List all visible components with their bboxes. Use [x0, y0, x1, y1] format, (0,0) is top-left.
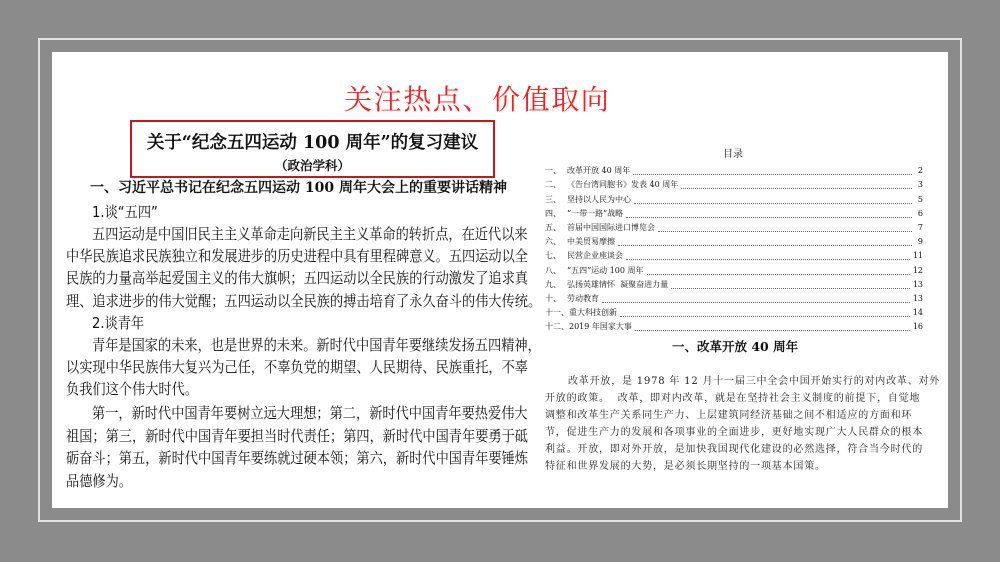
toc-entry [545, 163, 923, 177]
toc-dot-leader [634, 202, 912, 204]
toc-entry [545, 305, 923, 319]
paragraph-line: 以实现中华民族伟大复兴为己任，不辜负党的期望、人民期待、民族重托，不辜 [66, 358, 529, 376]
toc-entry-title: 民营企业座谈会 [567, 251, 623, 261]
paragraph-line: 青年是国家的未来，也是世界的未来。新时代中国青年要继续发扬五四精神， [92, 336, 541, 354]
toc-entry-title: 弘扬英雄情怀 凝聚奋进力量 [567, 279, 669, 289]
toc-dot-leader [671, 287, 910, 289]
section-heading: 一、习近平总书记在纪念五四运动 100 周年大会上的重要讲话精神 [90, 180, 507, 196]
toc-entry-page: 9 [917, 237, 923, 247]
paragraph-line: 中华民族追求民族独立和发展进步的历史进程中具有里程碑意义。五四运动以全 [66, 247, 529, 265]
toc-entry [545, 277, 923, 291]
toc-entry-title: 劳动教育 [567, 293, 599, 303]
toc-entry-page: 14 [912, 308, 923, 318]
document-title-box [130, 120, 495, 178]
toc-entry-page: 11 [912, 251, 923, 261]
paragraph-line: 五四运动是中国旧民主主义革命走向新民主主义革命的转折点，在近代以来 [92, 225, 528, 243]
toc-title: 目录 [723, 149, 743, 160]
paragraph-line: 负我们这个伟大时代。 [66, 380, 199, 398]
toc-entry [545, 234, 923, 248]
toc-entry-title: 重大科技创新 [569, 308, 617, 318]
paragraph-line: 利益。开放，即对外开放，是加快我国现代化建设的必然选择，符合当今时代的 [545, 444, 923, 455]
toc-entry-number: 十、 [545, 293, 561, 303]
toc-dot-leader [626, 258, 910, 260]
toc-entry-number: 十一、 [545, 308, 569, 318]
toc-entry-page: 5 [917, 194, 923, 204]
toc-dot-leader [633, 173, 912, 175]
paragraph-line: 品德修为。 [66, 472, 133, 490]
toc-entry [545, 191, 923, 205]
toc-entry-number: 六、 [545, 237, 561, 247]
toc-entry-number: 七、 [545, 251, 561, 261]
toc-dot-leader [618, 244, 912, 246]
toc-dot-leader [626, 216, 912, 218]
paragraph-line: 改革开放，是 1978 年 12 月十一届三中全会中国开始实行的对内改革、对外 [568, 376, 941, 387]
toc-entry [545, 319, 923, 333]
paragraph-line: 祖国；第三，新时代中国青年要担当时代责任；第四，新时代中国青年要勇于砥 [66, 427, 529, 445]
toc-dot-leader [658, 230, 912, 232]
slide-title: 关注热点、价值取向 [344, 83, 611, 116]
paragraph-line: 民族的力量高举起爱国主义的伟大旗帜；五四运动以全民族的行动激发了追求真 [66, 269, 529, 287]
paragraph-line: 砺奋斗；第五，新时代中国青年要练就过硬本领；第六，新时代中国青年要锤炼 [66, 449, 529, 467]
toc-dot-leader [647, 273, 910, 275]
toc-entry-title: 中美贸易摩擦 [567, 237, 615, 247]
toc-entry [545, 206, 923, 220]
toc-entry-title: 2019 年国家大事 [569, 322, 632, 332]
document-title: 关于“纪念五四运动 100 周年”的复习建议 [146, 133, 479, 153]
toc-entry-page: 13 [912, 293, 923, 303]
topic-heading: 1.谈“五四” [92, 203, 158, 221]
toc-entry [545, 177, 923, 191]
toc-entry-title: 坚持以人民为中心 [567, 194, 631, 204]
toc-entry-number: 十二、 [545, 322, 569, 332]
toc-entry-page: 13 [912, 279, 923, 289]
paragraph-line: 特征和世界发展的大势，是必须长期坚持的一项基本国策。 [545, 461, 826, 472]
topic-heading: 2.谈青年 [92, 314, 145, 332]
paragraph-line: 调整和改革生产关系同生产力、上层建筑同经济基础之间不相适应的方面和环 [545, 410, 913, 421]
toc-entry-page: 2 [917, 166, 923, 176]
toc-dot-leader [681, 187, 912, 189]
toc-entry-number: 九、 [545, 279, 561, 289]
toc-entry-number: 二、 [545, 180, 561, 190]
toc-entry-title: “一带一路”战略 [567, 208, 624, 218]
toc-entry [545, 248, 923, 262]
paragraph-line: 理、追求进步的伟大觉醒；五四运动以全民族的搏击培育了永久奋斗的伟大传统。 [66, 292, 542, 310]
toc-entry-page: 3 [917, 180, 923, 190]
paragraph-line: 第一，新时代中国青年要树立远大理想；第二，新时代中国青年要热爱伟大 [92, 404, 528, 422]
toc-dot-leader [635, 329, 910, 331]
toc-entry-number: 四、 [545, 208, 561, 218]
table-of-contents [545, 163, 923, 333]
toc-entry [545, 291, 923, 305]
toc-entry-page: 7 [917, 222, 923, 232]
toc-dot-leader [620, 315, 910, 317]
toc-entry-page: 6 [917, 208, 923, 218]
toc-entry-title: 改革开放 40 周年 [567, 166, 631, 176]
document-subtitle: （政治学科） [274, 158, 350, 173]
toc-entry-page: 12 [912, 265, 923, 275]
toc-entry-number: 三、 [545, 194, 561, 204]
toc-dot-leader [602, 301, 910, 303]
toc-entry-page: 16 [912, 322, 923, 332]
toc-entry-title: “五四”运动 100 周年 [567, 265, 644, 275]
toc-entry-number: 一、 [545, 166, 561, 176]
toc-entry-title: 《告台湾同胞书》发表 40 周年 [567, 180, 679, 190]
section-heading: 一、改革开放 40 周年 [672, 339, 799, 354]
toc-entry [545, 262, 923, 276]
toc-entry-title: 首届中国国际进口博览会 [567, 222, 655, 232]
paragraph-line: 开放的政策。 改革，即对内改革，就是在坚持社会主义制度的前提下，自觉地 [545, 393, 921, 404]
toc-entry-number: 五、 [545, 222, 561, 232]
paragraph-line: 节，促进生产力的发展和各项事业的全面进步，更好地实现广大人民群众的根本 [545, 427, 923, 438]
toc-entry [545, 220, 923, 234]
toc-entry-number: 八、 [545, 265, 561, 275]
